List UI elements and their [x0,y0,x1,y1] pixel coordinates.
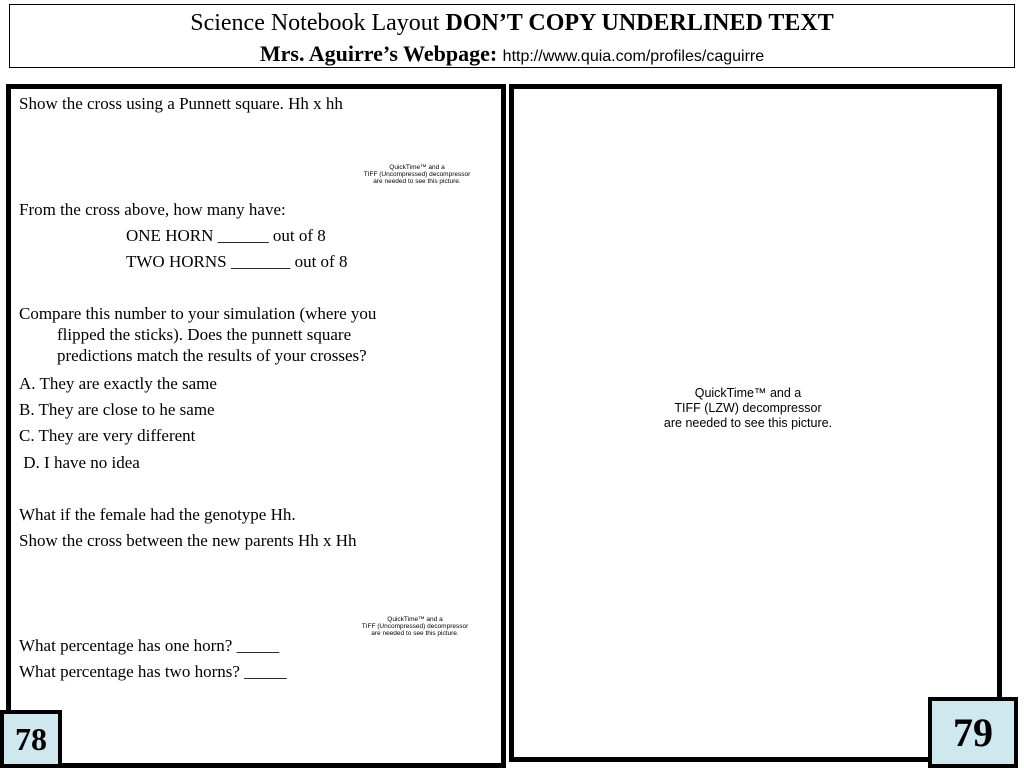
page-number-right: 79 [928,697,1018,768]
quicktime-1-line3: are needed to see this picture. [373,178,461,185]
right-notebook-page [509,84,1002,762]
left-notebook-page [6,84,506,768]
header-webpage [10,41,1014,70]
quicktime-placeholder-large [628,386,868,431]
question-pct-one-horn: What percentage has one horn? _____ [19,636,280,655]
quicktime-2-line2: TIFF (Uncompressed) decompressor [361,623,469,630]
compare-line-2: flipped the sticks). Does the punnett square [57,325,352,344]
question-how-many: From the cross above, how many have: [19,200,286,219]
quicktime-2-line1: QuickTime™ and a [387,616,443,623]
quicktime-large-line1: QuickTime™ and a [694,386,802,400]
header-title-bold: DON’T COPY UNDERLINED TEXT [445,10,834,36]
question-female-genotype: What if the female had the genotype Hh. [19,505,296,524]
quicktime-large-line3: are needed to see this picture. [663,416,833,430]
option-a: A. They are exactly the same [19,374,217,393]
question-punnett-cross: Show the cross using a Punnett square. Hh x hh [19,94,343,113]
two-horns-blank: TWO HORNS _______ out of 8 [126,252,348,271]
quicktime-placeholder-2 [345,616,485,637]
quicktime-1-line2: TIFF (Uncompressed) decompressor [363,171,471,178]
quicktime-placeholder-1 [347,164,487,185]
webpage-label: Mrs. Aguirre’s Webpage: [259,41,498,66]
quicktime-2-line3: are needed to see this picture. [371,630,459,637]
compare-line-1: Compare this number to your simulation (where you [19,304,377,323]
header-title-plain: Science Notebook Layout [190,10,446,36]
header-title [10,9,1014,37]
header-banner [9,4,1015,68]
one-horn-blank: ONE HORN ______ out of 8 [126,226,326,245]
option-b: B. They are close to he same [19,400,215,419]
webpage-link[interactable]: http://www.quia.com/profiles/caguirre [502,48,765,65]
quicktime-1-line1: QuickTime™ and a [389,164,445,171]
compare-line-3: predictions match the results of your crosses? [57,346,367,365]
question-new-cross: Show the cross between the new parents Hh x Hh [19,531,357,550]
quicktime-large-line2: TIFF (LZW) decompressor [674,401,822,415]
option-c: C. They are very different [19,426,196,445]
question-compare [19,303,459,366]
option-d: D. I have no idea [19,453,140,472]
question-pct-two-horns: What percentage has two horns? _____ [19,662,287,681]
page-number-left: 78 [0,710,62,768]
